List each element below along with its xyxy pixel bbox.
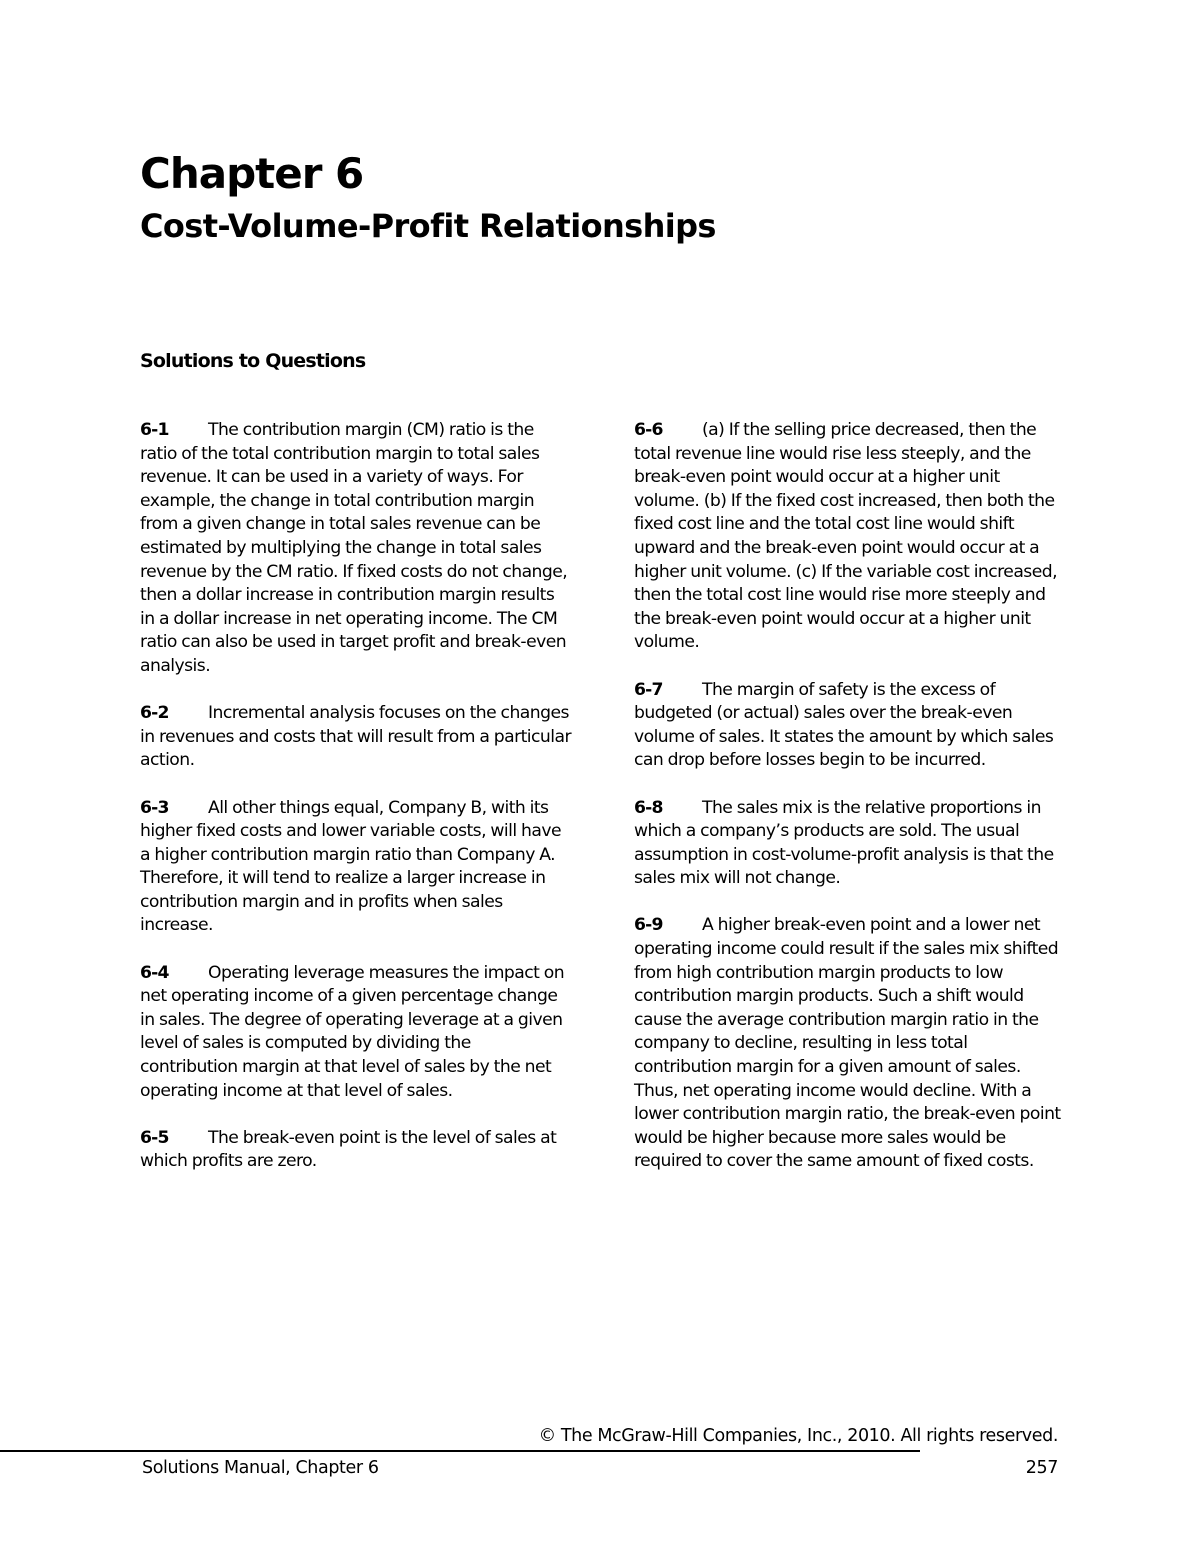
answer-text: Incremental analysis focuses on the changes in revenues and costs that will result from a particular action. (140, 703, 571, 771)
question-answer (140, 962, 572, 1104)
question-answer (634, 679, 1066, 773)
question-answer (140, 419, 572, 679)
answer-text: The break-even point is the level of sales at which profits are zero. (140, 1127, 557, 1172)
answer-text: The contribution margin (CM) ratio is the ratio of the total contribution margin to total sales revenue. It can be used in a variety of ways. For example, the change in total contribution margin from a given change in total sales revenue can be estimated by multiplying the change in total sales revenue by the CM ratio. If fixed costs do not change, then a dollar increase in contribution margin results in a dollar increase in net operating income. The CM ratio can also be used in target profit and break-even analysis. (140, 420, 568, 676)
answer-text: The sales mix is the relative proportions in which a company’s products are sold. The usual assumption in cost-volume-profit analysis is that the sales mix will not change. (634, 797, 1054, 889)
question-answer (140, 702, 572, 773)
question-number: 6-1 (140, 420, 169, 440)
question-answer (634, 914, 1066, 1174)
copyright-notice: © The McGraw-Hill Companies, Inc., 2010. All rights reserved. (538, 1426, 1058, 1446)
answer-text: A higher break-even point and a lower net operating income could result if the sales mix shifted from high contribution margin products to low contribution margin products. Such a shift would cause the average contribution margin ratio in the company to decline, resulting in less total contribution margin for a given amount of sales. Thus, net operating income would decline. With a lower contribution margin ratio, the break-even point would be higher because more sales would be required to cover the same amount of fixed costs. (634, 915, 1061, 1172)
question-answer (634, 419, 1066, 655)
question-number: 6-8 (634, 797, 663, 818)
question-number: 6-5 (140, 1127, 169, 1148)
question-number: 6-4 (140, 962, 169, 983)
section-heading: Solutions to Questions (140, 350, 366, 372)
question-number: 6-2 (140, 703, 169, 724)
chapter-subtitle: Cost-Volume-Profit Relationships (140, 207, 716, 245)
footer-manual-label: Solutions Manual, Chapter 6 (142, 1458, 379, 1478)
question-number: 6-3 (140, 797, 169, 818)
question-answer (140, 1127, 572, 1174)
right-column (634, 419, 1066, 1198)
question-number: 6-7 (634, 679, 663, 700)
question-number: 6-9 (634, 915, 663, 936)
answer-text: The margin of safety is the excess of budgeted (or actual) sales over the break-even volume of sales. It states the amount by which sales can drop before losses begin to be incurred. (634, 679, 1054, 771)
left-column (140, 419, 572, 1198)
question-number: 6-6 (634, 420, 663, 440)
page-number: 257 (1025, 1458, 1058, 1478)
chapter-title: Chapter 6 (140, 149, 364, 198)
question-answer (634, 797, 1066, 891)
question-answer (140, 797, 572, 939)
answer-text: All other things equal, Company B, with its higher fixed costs and lower variable costs, will have a higher contribution margin ratio than Company A. Therefore, it will tend to realize a larger increase in contribution margin and in profits when sales increase. (140, 797, 561, 936)
answer-text: Operating leverage measures the impact on net operating income of a given percentage change in sales. The degree of operating leverage at a given level of sales is computed by dividing the contribution margin at that level of sales by the net operating income at that level of sales. (140, 962, 565, 1101)
footer-divider (0, 1450, 920, 1452)
answer-text: (a) If the selling price decreased, then the total revenue line would rise less steeply, and the break-even point would occur at a higher unit volume. (b) If the fixed cost increased, then both the fixed cost line and the total cost line would shift upward and the break-even point would occur at a higher unit volume. (c) If the variable cost increased, then the total cost line would rise more steeply and the break-even point would occur at a higher unit volume. (634, 420, 1058, 653)
